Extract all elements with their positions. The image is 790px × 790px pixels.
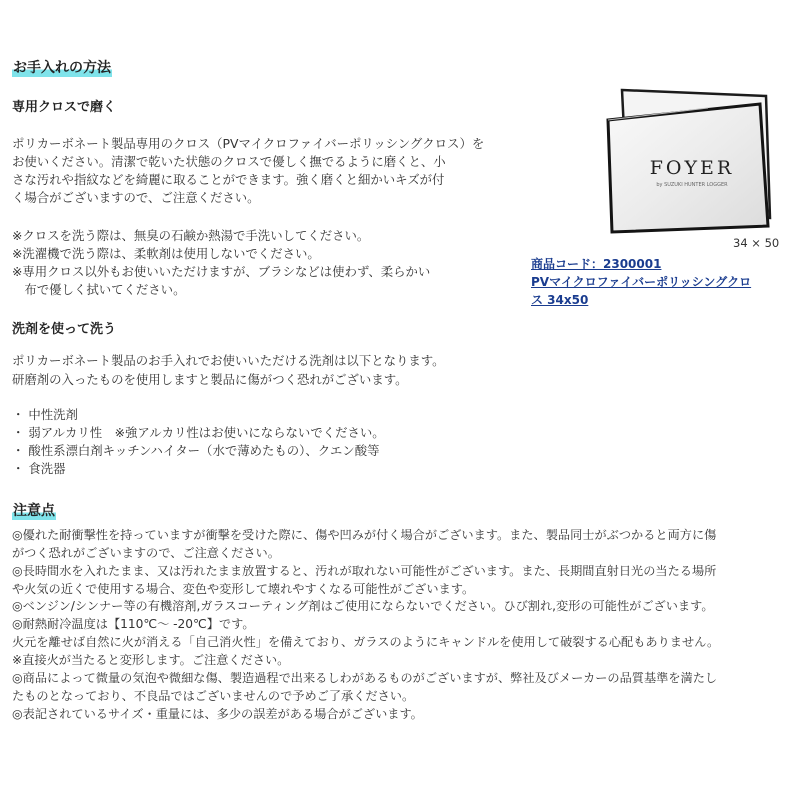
cloth-paragraph-line: さな汚れや指紋などを綺麗に取ることができます。強く磨くと細かいキズが付	[12, 172, 445, 187]
caution-line: や火気の近くで使用する場合、変色や変形して壊れやすくなる可能性がございます。	[12, 582, 475, 596]
caution-line: ※直接火が当たると変形します。ご注意ください。	[12, 653, 290, 667]
cloth-note-line: 布で優しく拭いてください。	[12, 282, 186, 297]
detergent-list-item: ・ 食洗器	[12, 461, 66, 476]
detergent-list-item: ・ 弱アルカリ性 ※強アルカリ性はお使いにならないでください。	[12, 425, 385, 440]
caution-line: ◎長時間水を入れたまま、又は汚れたまま放置すると、汚れが取れない可能性がございます。また、長期間直射日光の当たる場所	[12, 564, 717, 578]
caution-line: ◎表記されているサイズ・重量には、多少の誤差がある場合がございます。	[12, 707, 423, 721]
caution-line: 火元を離せば自然に火が消える「自己消火性」を備えており、ガラスのようにキャンドルを使用して破裂する心配もありません。	[12, 635, 720, 649]
brand-tagline: by SUZUKI HUNTER LOGGER	[656, 182, 728, 188]
detergent-list-item: ・ 酸性系漂白剤キッチンハイター（水で薄めたもの）、クエン酸等	[12, 443, 380, 458]
care-section-title: お手入れの方法	[12, 57, 112, 77]
cloth-paragraph-line: お使いください。清潔で乾いた状態のクロスで優しく撫でるように磨くと、小	[12, 154, 446, 169]
product-code-link[interactable]: 商品コード：2300001	[531, 257, 662, 271]
brand-logo: FOYER	[649, 157, 735, 179]
cloth-note-line: ※洗濯機で洗う際は、柔軟剤は使用しないでください。	[12, 246, 320, 261]
detergent-paragraph-line: 研磨剤の入ったものを使用しますと製品に傷がつく恐れがございます。	[12, 372, 408, 387]
product-name-link[interactable]: PVマイクロファイバーポリッシングクロ	[531, 275, 752, 289]
detergent-list-item: ・ 中性洗剤	[12, 407, 78, 422]
caution-line: ◎ベンジン/シンナー等の有機溶剤,ガラスコーティング剤はご使用にならないでください。ひび割れ,変形の可能性がございます。	[12, 599, 714, 613]
cloth-subheading: 専用クロスで磨く	[12, 100, 117, 115]
cloth-note-line: ※専用クロス以外もお使いいただけますが、ブラシなどは使わず、柔らかい	[12, 264, 431, 279]
product-size-label: 34 × 50	[733, 236, 780, 250]
caution-line: ◎優れた耐衝撃性を持っていますが衝撃を受けた際に、傷や凹みが付く場合がございます。また、製品同士がぶつかると両方に傷	[12, 528, 717, 542]
caution-line: ◎耐熱耐冷温度は【110℃～ -20℃】です。	[12, 617, 255, 631]
cloth-paragraph-line: ポリカーボネート製品専用のクロス（PVマイクロファイバーポリッシングクロス）を	[12, 136, 485, 151]
detergent-subheading: 洗剤を使って洗う	[12, 322, 117, 337]
cloth-paragraph-line: く場合がございますので、ご注意ください。	[12, 190, 260, 205]
caution-section-title: 注意点	[12, 500, 56, 520]
caution-line: がつく恐れがございますので、ご注意ください。	[12, 546, 280, 560]
product-name-link-continued[interactable]: ス 34x50	[531, 293, 589, 307]
caution-line: ◎商品によって微量の気泡や微細な傷、製造過程で出来るしわがあるものがございますが、弊社及びメーカーの品質基準を満たし	[12, 671, 718, 685]
cloth-note-line: ※クロスを洗う際は、無臭の石鹸か熱湯で手洗いしてください。	[12, 228, 370, 243]
caution-line: たものとなっており、不良品ではございませんので予めご了承ください。	[12, 689, 415, 703]
cloth-product-image[interactable]	[598, 86, 778, 236]
detergent-paragraph-line: ポリカーボネート製品のお手入れでお使いいただける洗剤は以下となります。	[12, 353, 445, 368]
